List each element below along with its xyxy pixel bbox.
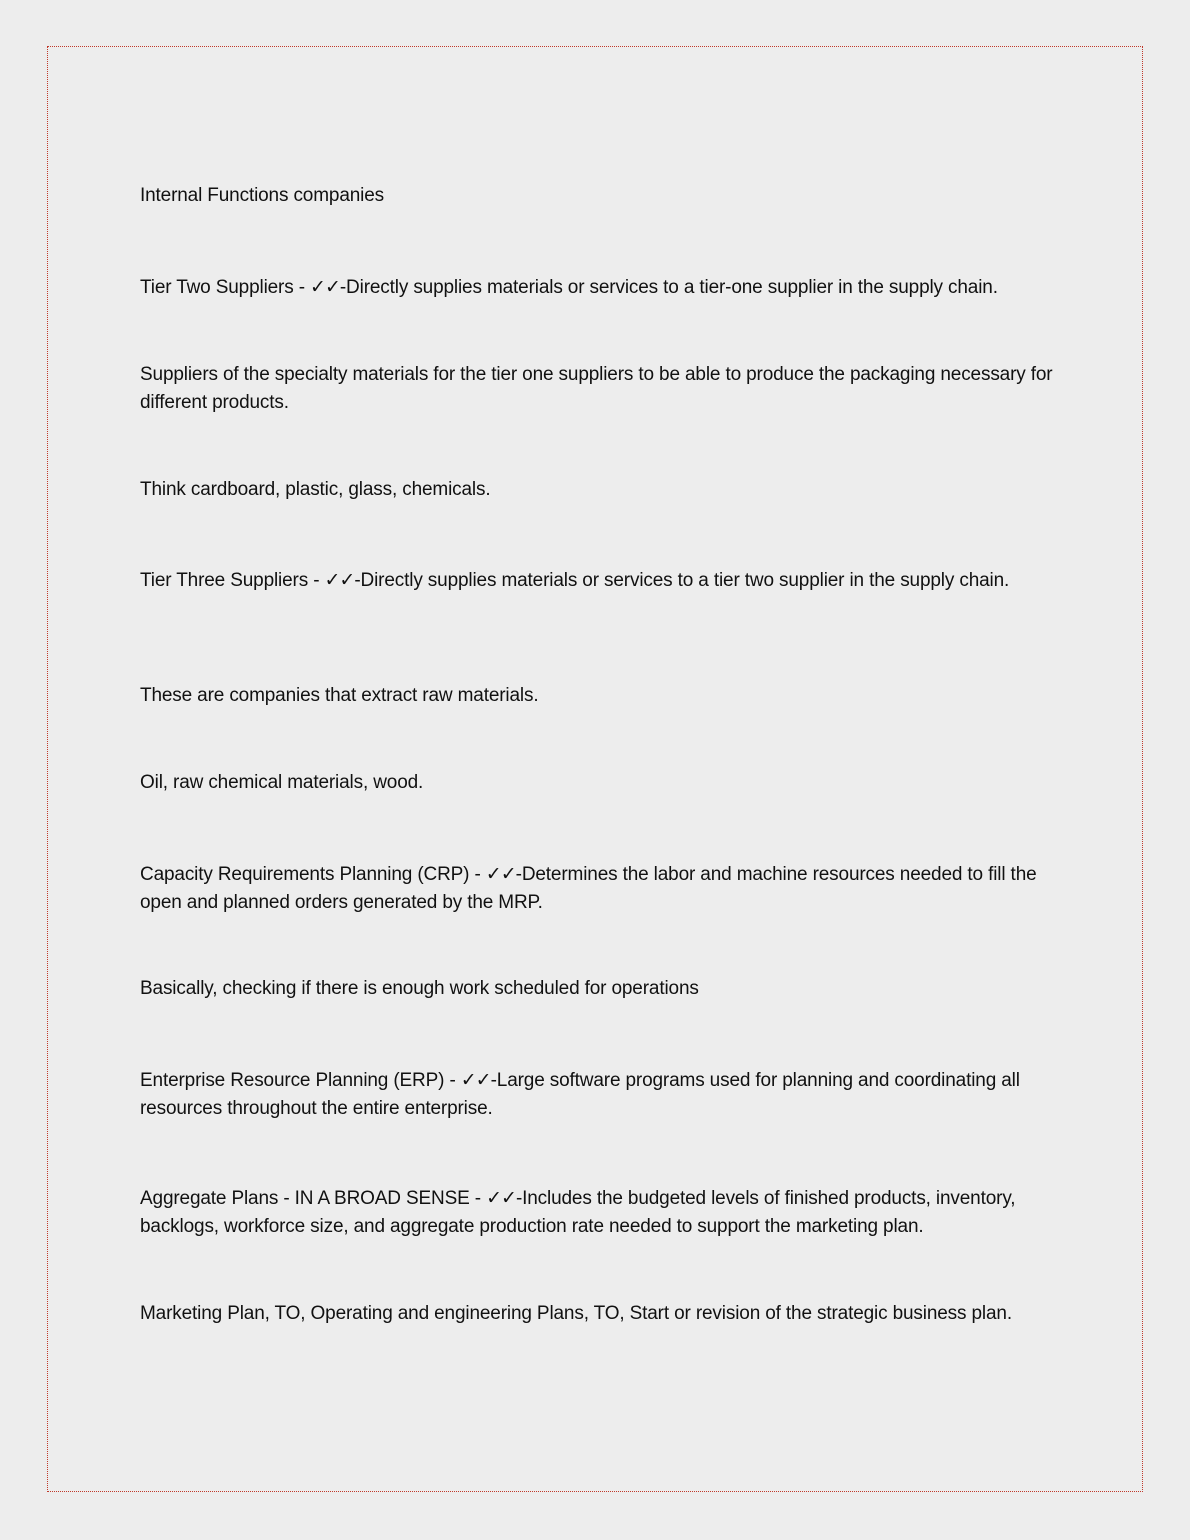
term-label: Aggregate Plans - IN A BROAD SENSE -: [140, 1188, 487, 1209]
paragraph-specialty-materials: Suppliers of the specialty materials for the tier one suppliers to be able to produce the packaging necessary for different products.: [140, 364, 1053, 413]
term-label: Tier Two Suppliers -: [140, 277, 311, 298]
double-check-icon: ✓✓: [460, 1069, 491, 1091]
double-check-icon: ✓✓: [324, 569, 355, 591]
term-label: Tier Three Suppliers -: [140, 570, 325, 591]
term-label: Capacity Requirements Planning (CRP) -: [140, 864, 486, 885]
paragraph-think-cardboard: Think cardboard, plastic, glass, chemicals.: [140, 479, 491, 500]
paragraph-raw-materials: These are companies that extract raw materials.: [140, 685, 539, 706]
definition-aggregate-plans: [140, 1184, 1055, 1241]
definition-tier-three-suppliers: [140, 566, 1055, 595]
definition-text: -Determines the labor and machine resources needed to fill the open and planned orders generated by the MRP.: [140, 864, 1037, 913]
term-label: Enterprise Resource Planning (ERP) -: [140, 1070, 461, 1091]
double-check-icon: ✓✓: [485, 863, 516, 885]
paragraph-oil-wood: Oil, raw chemical materials, wood.: [140, 772, 424, 793]
definition-text: -Large software programs used for planning and coordinating all resources throughout the entire enterprise.: [140, 1070, 1020, 1119]
paragraph-marketing-plan: Marketing Plan, TO, Operating and engineering Plans, TO, Start or revision of the strategic business plan.: [140, 1303, 1012, 1324]
definition-text: -Directly supplies materials or services to a tier two supplier in the supply chain.: [354, 570, 1010, 591]
definition-erp: [140, 1066, 1055, 1123]
double-check-icon: ✓✓: [310, 276, 340, 298]
definition-tier-two-suppliers: [140, 273, 1055, 302]
double-check-icon: ✓✓: [486, 1187, 516, 1209]
definition-text: -Directly supplies materials or services to a tier-one supplier in the supply chain.: [339, 277, 998, 298]
paragraph-basically-checking: Basically, checking if there is enough work scheduled for operations: [140, 978, 699, 999]
paragraph-internal-functions: Internal Functions companies: [140, 185, 384, 206]
definition-text: -Includes the budgeted levels of finished products, inventory, backlogs, workforce size, and aggregate production rate needed to support the marketing plan.: [140, 1188, 1016, 1237]
definition-crp: [140, 860, 1055, 917]
